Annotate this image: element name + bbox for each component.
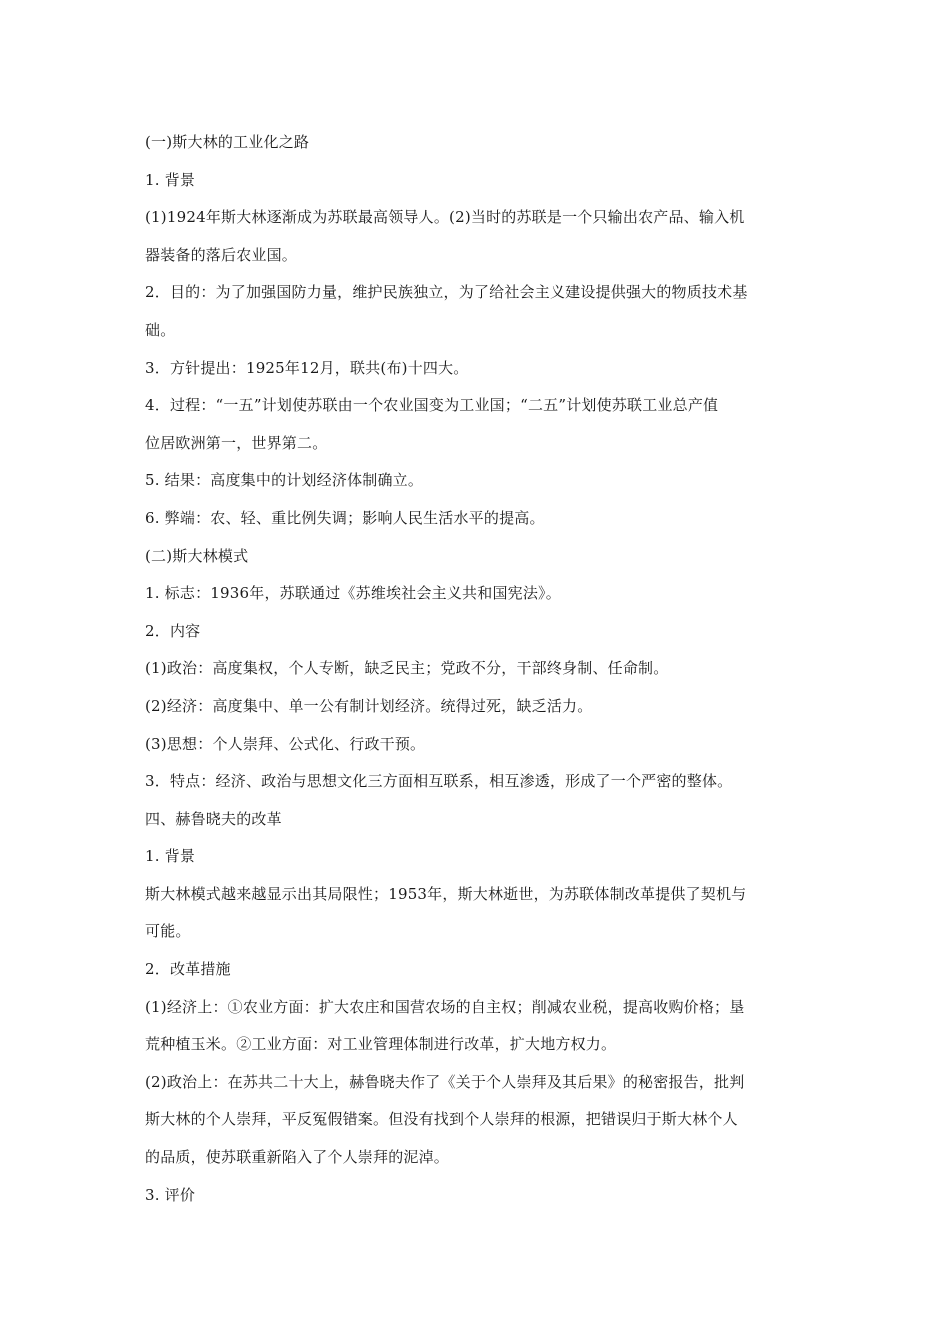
- paragraph-line: (1)政治：高度集权，个人专断，缺乏民主；党政不分，干部终身制、任命制。: [145, 659, 669, 678]
- subheading-background: 1. 背景: [145, 170, 196, 189]
- paragraph-line: 6. 弊端：农、轻、重比例失调；影响人民生活水平的提高。: [145, 508, 545, 527]
- subheading-content: 2．内容: [145, 621, 201, 640]
- paragraph-line: (1)经济上：①农业方面：扩大农庄和国营农场的自主权；削减农业税，提高收购价格；垦: [145, 997, 745, 1016]
- paragraph-line: (2)经济：高度集中、单一公有制计划经济。统得过死，缺乏活力。: [145, 696, 593, 715]
- paragraph-line: 器装备的落后农业国。: [145, 245, 298, 264]
- section-heading-stalin-model: (二)斯大林模式: [145, 546, 249, 565]
- paragraph-line: 的品质，使苏联重新陷入了个人崇拜的泥淖。: [145, 1148, 450, 1167]
- paragraph-line: (3)思想：个人崇拜、公式化、行政干预。: [145, 734, 426, 753]
- subheading-reform-measures: 2．改革措施: [145, 960, 231, 979]
- paragraph-line: 础。: [145, 320, 176, 339]
- paragraph-line: 4．过程：“一五”计划使苏联由一个农业国变为工业国；“二五”计划使苏联工业总产值: [145, 396, 719, 415]
- paragraph-line: 斯大林模式越来越显示出其局限性；1953年，斯大林逝世，为苏联体制改革提供了契机与: [145, 884, 747, 903]
- paragraph-line: 3．方针提出：1925年12月，联共(布)十四大。: [145, 358, 469, 377]
- section-heading-khrushchev-reform: 四、赫鲁晓夫的改革: [145, 809, 282, 828]
- paragraph-line: 1. 标志：1936年，苏联通过《苏维埃社会主义共和国宪法》。: [145, 584, 561, 603]
- document-body: [145, 124, 811, 1214]
- paragraph-line: 5. 结果：高度集中的计划经济体制确立。: [145, 471, 424, 490]
- paragraph-line: (2)政治上：在苏共二十大上，赫鲁晓夫作了《关于个人崇拜及其后果》的秘密报告，批判: [145, 1072, 745, 1091]
- paragraph-line: 3．特点：经济、政治与思想文化三方面相互联系，相互渗透，形成了一个严密的整体。: [145, 772, 733, 791]
- paragraph-line: 斯大林的个人崇拜，平反冤假错案。但没有找到个人崇拜的根源，把错误归于斯大林个人: [145, 1110, 738, 1129]
- paragraph-line: 2．目的：为了加强国防力量，维护民族独立，为了给社会主义建设提供强大的物质技术基: [145, 283, 748, 302]
- paragraph-line: 位居欧洲第一，世界第二。: [145, 433, 328, 452]
- paragraph-line: (1)1924年斯大林逐渐成为苏联最高领导人。(2)当时的苏联是一个只输出农产品、输入机: [145, 208, 745, 227]
- paragraph-line: 荒种植玉米。②工业方面：对工业管理体制进行改革，扩大地方权力。: [145, 1035, 617, 1054]
- section-heading-stalin-industrialization: (一)斯大林的工业化之路: [145, 133, 310, 151]
- paragraph-line: 可能。: [145, 922, 191, 941]
- subheading-background: 1. 背景: [145, 847, 196, 866]
- subheading-evaluation: 3. 评价: [145, 1185, 196, 1204]
